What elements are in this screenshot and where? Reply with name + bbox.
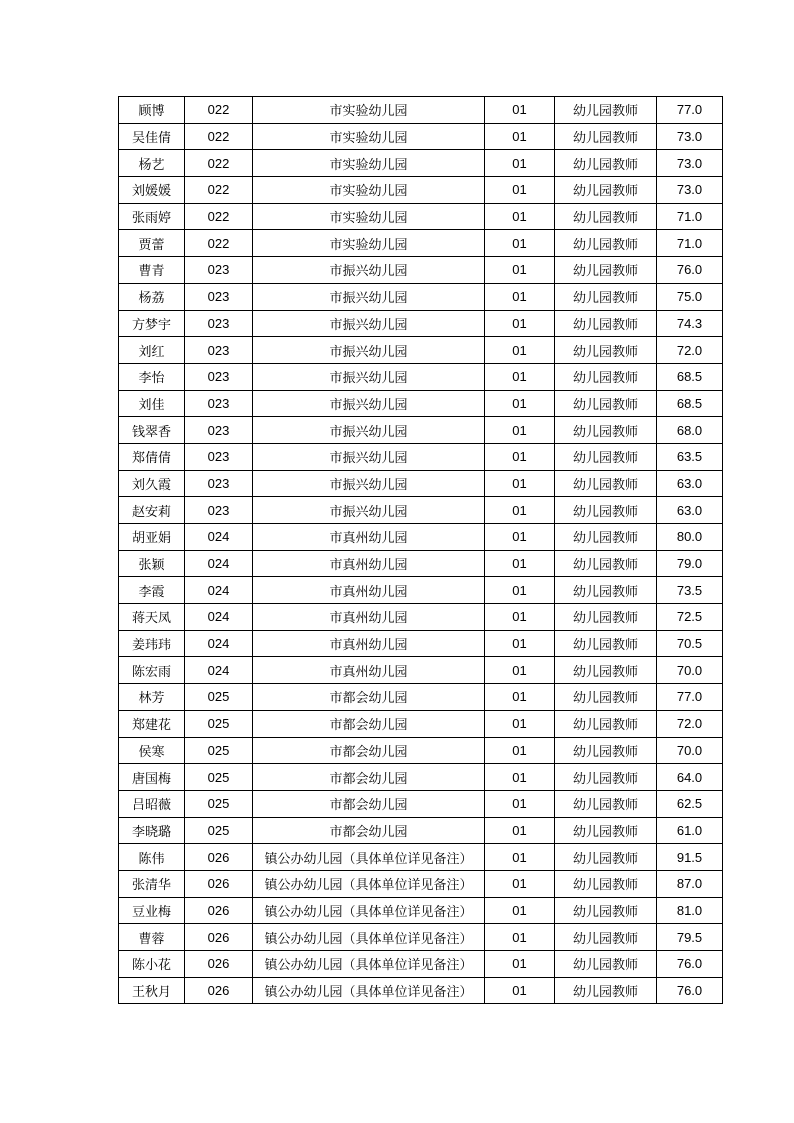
name-cell: 陈小花 <box>119 951 185 978</box>
unit-cell: 市都会幼儿园 <box>253 790 485 817</box>
position-code-cell: 022 <box>185 230 253 257</box>
score-cell: 62.5 <box>657 790 723 817</box>
unit-cell: 市都会幼儿园 <box>253 710 485 737</box>
unit-cell: 市实验幼儿园 <box>253 97 485 124</box>
unit-cell: 市振兴幼儿园 <box>253 337 485 364</box>
results-table-body <box>119 97 723 1004</box>
name-cell: 唐国梅 <box>119 764 185 791</box>
score-cell: 68.5 <box>657 390 723 417</box>
post-title-cell: 幼儿园教师 <box>555 790 657 817</box>
score-cell: 70.0 <box>657 657 723 684</box>
score-cell: 71.0 <box>657 230 723 257</box>
post-title-cell: 幼儿园教师 <box>555 390 657 417</box>
unit-cell: 市真州幼儿园 <box>253 577 485 604</box>
position-code-cell: 025 <box>185 710 253 737</box>
score-cell: 91.5 <box>657 844 723 871</box>
post-title-cell: 幼儿园教师 <box>555 844 657 871</box>
unit-cell: 市振兴幼儿园 <box>253 417 485 444</box>
position-code-cell: 025 <box>185 790 253 817</box>
unit-cell: 市真州幼儿园 <box>253 657 485 684</box>
name-cell: 吕昭薇 <box>119 790 185 817</box>
unit-cell: 市振兴幼儿园 <box>253 443 485 470</box>
table-row <box>119 310 723 337</box>
name-cell: 杨艺 <box>119 150 185 177</box>
post-title-cell: 幼儿园教师 <box>555 604 657 631</box>
score-cell: 76.0 <box>657 951 723 978</box>
post-title-cell: 幼儿园教师 <box>555 710 657 737</box>
post-code-cell: 01 <box>485 203 555 230</box>
post-code-cell: 01 <box>485 177 555 204</box>
post-code-cell: 01 <box>485 844 555 871</box>
position-code-cell: 023 <box>185 337 253 364</box>
name-cell: 张清华 <box>119 870 185 897</box>
table-row <box>119 230 723 257</box>
position-code-cell: 025 <box>185 737 253 764</box>
table-row <box>119 684 723 711</box>
post-title-cell: 幼儿园教师 <box>555 417 657 444</box>
name-cell: 刘红 <box>119 337 185 364</box>
post-title-cell: 幼儿园教师 <box>555 924 657 951</box>
table-row <box>119 977 723 1004</box>
post-code-cell: 01 <box>485 443 555 470</box>
position-code-cell: 023 <box>185 257 253 284</box>
post-title-cell: 幼儿园教师 <box>555 257 657 284</box>
name-cell: 蒋天凤 <box>119 604 185 631</box>
unit-cell: 市实验幼儿园 <box>253 123 485 150</box>
table-row <box>119 177 723 204</box>
unit-cell: 市振兴幼儿园 <box>253 257 485 284</box>
unit-cell: 镇公办幼儿园（具体单位详见备注） <box>253 844 485 871</box>
name-cell: 方梦宇 <box>119 310 185 337</box>
position-code-cell: 024 <box>185 604 253 631</box>
name-cell: 钱翠香 <box>119 417 185 444</box>
position-code-cell: 025 <box>185 684 253 711</box>
unit-cell: 镇公办幼儿园（具体单位详见备注） <box>253 924 485 951</box>
name-cell: 赵安莉 <box>119 497 185 524</box>
post-code-cell: 01 <box>485 897 555 924</box>
score-cell: 79.0 <box>657 550 723 577</box>
unit-cell: 市振兴幼儿园 <box>253 310 485 337</box>
unit-cell: 市振兴幼儿园 <box>253 283 485 310</box>
table-row <box>119 710 723 737</box>
unit-cell: 镇公办幼儿园（具体单位详见备注） <box>253 870 485 897</box>
position-code-cell: 026 <box>185 924 253 951</box>
post-code-cell: 01 <box>485 150 555 177</box>
post-code-cell: 01 <box>485 470 555 497</box>
table-row <box>119 417 723 444</box>
table-row <box>119 577 723 604</box>
table-row <box>119 497 723 524</box>
unit-cell: 镇公办幼儿园（具体单位详见备注） <box>253 977 485 1004</box>
name-cell: 顾博 <box>119 97 185 124</box>
table-row <box>119 443 723 470</box>
position-code-cell: 022 <box>185 123 253 150</box>
name-cell: 曹青 <box>119 257 185 284</box>
unit-cell: 市振兴幼儿园 <box>253 363 485 390</box>
post-code-cell: 01 <box>485 870 555 897</box>
table-row <box>119 817 723 844</box>
unit-cell: 镇公办幼儿园（具体单位详见备注） <box>253 951 485 978</box>
score-cell: 68.5 <box>657 363 723 390</box>
score-cell: 63.0 <box>657 497 723 524</box>
table-row <box>119 790 723 817</box>
table-row <box>119 630 723 657</box>
post-code-cell: 01 <box>485 630 555 657</box>
position-code-cell: 022 <box>185 97 253 124</box>
post-code-cell: 01 <box>485 737 555 764</box>
post-code-cell: 01 <box>485 123 555 150</box>
unit-cell: 市真州幼儿园 <box>253 550 485 577</box>
name-cell: 王秋月 <box>119 977 185 1004</box>
name-cell: 李怡 <box>119 363 185 390</box>
unit-cell: 市都会幼儿园 <box>253 684 485 711</box>
unit-cell: 市实验幼儿园 <box>253 230 485 257</box>
unit-cell: 市真州幼儿园 <box>253 630 485 657</box>
post-title-cell: 幼儿园教师 <box>555 657 657 684</box>
position-code-cell: 026 <box>185 951 253 978</box>
post-code-cell: 01 <box>485 550 555 577</box>
score-cell: 75.0 <box>657 283 723 310</box>
score-cell: 61.0 <box>657 817 723 844</box>
position-code-cell: 023 <box>185 443 253 470</box>
position-code-cell: 026 <box>185 870 253 897</box>
name-cell: 贾蕾 <box>119 230 185 257</box>
name-cell: 陈伟 <box>119 844 185 871</box>
unit-cell: 市都会幼儿园 <box>253 737 485 764</box>
name-cell: 张颖 <box>119 550 185 577</box>
table-row <box>119 390 723 417</box>
unit-cell: 市都会幼儿园 <box>253 764 485 791</box>
position-code-cell: 026 <box>185 977 253 1004</box>
position-code-cell: 025 <box>185 764 253 791</box>
name-cell: 姜玮玮 <box>119 630 185 657</box>
score-cell: 73.0 <box>657 177 723 204</box>
post-code-cell: 01 <box>485 577 555 604</box>
score-cell: 70.5 <box>657 630 723 657</box>
table-row <box>119 363 723 390</box>
name-cell: 杨荔 <box>119 283 185 310</box>
table-row <box>119 283 723 310</box>
name-cell: 曹蓉 <box>119 924 185 951</box>
post-title-cell: 幼儿园教师 <box>555 817 657 844</box>
post-title-cell: 幼儿园教师 <box>555 443 657 470</box>
position-code-cell: 023 <box>185 310 253 337</box>
position-code-cell: 024 <box>185 630 253 657</box>
post-title-cell: 幼儿园教师 <box>555 97 657 124</box>
score-cell: 81.0 <box>657 897 723 924</box>
name-cell: 郑倩倩 <box>119 443 185 470</box>
table-row <box>119 524 723 551</box>
post-code-cell: 01 <box>485 230 555 257</box>
position-code-cell: 023 <box>185 283 253 310</box>
name-cell: 豆业梅 <box>119 897 185 924</box>
score-cell: 87.0 <box>657 870 723 897</box>
post-title-cell: 幼儿园教师 <box>555 363 657 390</box>
post-title-cell: 幼儿园教师 <box>555 737 657 764</box>
table-row <box>119 97 723 124</box>
name-cell: 张雨婷 <box>119 203 185 230</box>
score-cell: 70.0 <box>657 737 723 764</box>
post-code-cell: 01 <box>485 390 555 417</box>
table-row <box>119 924 723 951</box>
score-cell: 73.5 <box>657 577 723 604</box>
results-table <box>118 96 723 1004</box>
post-code-cell: 01 <box>485 524 555 551</box>
table-row <box>119 203 723 230</box>
table-row <box>119 123 723 150</box>
score-cell: 80.0 <box>657 524 723 551</box>
unit-cell: 市真州幼儿园 <box>253 604 485 631</box>
post-title-cell: 幼儿园教师 <box>555 764 657 791</box>
table-row <box>119 550 723 577</box>
unit-cell: 市振兴幼儿园 <box>253 497 485 524</box>
post-title-cell: 幼儿园教师 <box>555 470 657 497</box>
score-cell: 76.0 <box>657 257 723 284</box>
position-code-cell: 023 <box>185 363 253 390</box>
unit-cell: 市振兴幼儿园 <box>253 470 485 497</box>
name-cell: 郑建花 <box>119 710 185 737</box>
score-cell: 63.5 <box>657 443 723 470</box>
position-code-cell: 022 <box>185 150 253 177</box>
position-code-cell: 022 <box>185 203 253 230</box>
table-row <box>119 470 723 497</box>
table-row <box>119 150 723 177</box>
post-title-cell: 幼儿园教师 <box>555 897 657 924</box>
post-code-cell: 01 <box>485 97 555 124</box>
position-code-cell: 023 <box>185 390 253 417</box>
post-title-cell: 幼儿园教师 <box>555 150 657 177</box>
position-code-cell: 024 <box>185 550 253 577</box>
table-row <box>119 844 723 871</box>
table-row <box>119 737 723 764</box>
name-cell: 李霞 <box>119 577 185 604</box>
name-cell: 刘媛媛 <box>119 177 185 204</box>
post-code-cell: 01 <box>485 924 555 951</box>
name-cell: 刘久霞 <box>119 470 185 497</box>
score-cell: 73.0 <box>657 150 723 177</box>
post-code-cell: 01 <box>485 363 555 390</box>
score-cell: 74.3 <box>657 310 723 337</box>
unit-cell: 市真州幼儿园 <box>253 524 485 551</box>
post-title-cell: 幼儿园教师 <box>555 337 657 364</box>
score-cell: 72.0 <box>657 337 723 364</box>
post-title-cell: 幼儿园教师 <box>555 203 657 230</box>
score-cell: 72.0 <box>657 710 723 737</box>
table-row <box>119 870 723 897</box>
table-row <box>119 257 723 284</box>
post-code-cell: 01 <box>485 310 555 337</box>
post-title-cell: 幼儿园教师 <box>555 310 657 337</box>
post-title-cell: 幼儿园教师 <box>555 230 657 257</box>
score-cell: 77.0 <box>657 97 723 124</box>
post-title-cell: 幼儿园教师 <box>555 177 657 204</box>
table-row <box>119 951 723 978</box>
score-cell: 79.5 <box>657 924 723 951</box>
post-title-cell: 幼儿园教师 <box>555 630 657 657</box>
score-cell: 72.5 <box>657 604 723 631</box>
post-title-cell: 幼儿园教师 <box>555 977 657 1004</box>
position-code-cell: 024 <box>185 657 253 684</box>
score-cell: 76.0 <box>657 977 723 1004</box>
score-cell: 68.0 <box>657 417 723 444</box>
unit-cell: 市实验幼儿园 <box>253 177 485 204</box>
post-title-cell: 幼儿园教师 <box>555 550 657 577</box>
position-code-cell: 023 <box>185 417 253 444</box>
position-code-cell: 026 <box>185 844 253 871</box>
post-code-cell: 01 <box>485 817 555 844</box>
post-title-cell: 幼儿园教师 <box>555 497 657 524</box>
table-row <box>119 657 723 684</box>
post-code-cell: 01 <box>485 497 555 524</box>
name-cell: 林芳 <box>119 684 185 711</box>
position-code-cell: 022 <box>185 177 253 204</box>
table-row <box>119 897 723 924</box>
post-code-cell: 01 <box>485 684 555 711</box>
post-code-cell: 01 <box>485 951 555 978</box>
post-code-cell: 01 <box>485 337 555 364</box>
position-code-cell: 025 <box>185 817 253 844</box>
position-code-cell: 023 <box>185 497 253 524</box>
name-cell: 胡亚娟 <box>119 524 185 551</box>
post-title-cell: 幼儿园教师 <box>555 684 657 711</box>
post-code-cell: 01 <box>485 257 555 284</box>
unit-cell: 市实验幼儿园 <box>253 203 485 230</box>
position-code-cell: 024 <box>185 577 253 604</box>
post-code-cell: 01 <box>485 790 555 817</box>
post-title-cell: 幼儿园教师 <box>555 577 657 604</box>
name-cell: 刘佳 <box>119 390 185 417</box>
unit-cell: 市实验幼儿园 <box>253 150 485 177</box>
post-title-cell: 幼儿园教师 <box>555 283 657 310</box>
position-code-cell: 026 <box>185 897 253 924</box>
unit-cell: 市都会幼儿园 <box>253 817 485 844</box>
score-cell: 63.0 <box>657 470 723 497</box>
post-code-cell: 01 <box>485 764 555 791</box>
table-row <box>119 604 723 631</box>
score-cell: 71.0 <box>657 203 723 230</box>
name-cell: 陈宏雨 <box>119 657 185 684</box>
unit-cell: 市振兴幼儿园 <box>253 390 485 417</box>
score-cell: 73.0 <box>657 123 723 150</box>
name-cell: 吴佳倩 <box>119 123 185 150</box>
post-code-cell: 01 <box>485 604 555 631</box>
post-code-cell: 01 <box>485 283 555 310</box>
post-code-cell: 01 <box>485 417 555 444</box>
post-title-cell: 幼儿园教师 <box>555 870 657 897</box>
post-title-cell: 幼儿园教师 <box>555 951 657 978</box>
name-cell: 李晓璐 <box>119 817 185 844</box>
post-title-cell: 幼儿园教师 <box>555 524 657 551</box>
position-code-cell: 023 <box>185 470 253 497</box>
post-code-cell: 01 <box>485 657 555 684</box>
table-row <box>119 337 723 364</box>
position-code-cell: 024 <box>185 524 253 551</box>
name-cell: 侯寒 <box>119 737 185 764</box>
unit-cell: 镇公办幼儿园（具体单位详见备注） <box>253 897 485 924</box>
score-cell: 77.0 <box>657 684 723 711</box>
score-cell: 64.0 <box>657 764 723 791</box>
post-title-cell: 幼儿园教师 <box>555 123 657 150</box>
table-row <box>119 764 723 791</box>
post-code-cell: 01 <box>485 977 555 1004</box>
post-code-cell: 01 <box>485 710 555 737</box>
